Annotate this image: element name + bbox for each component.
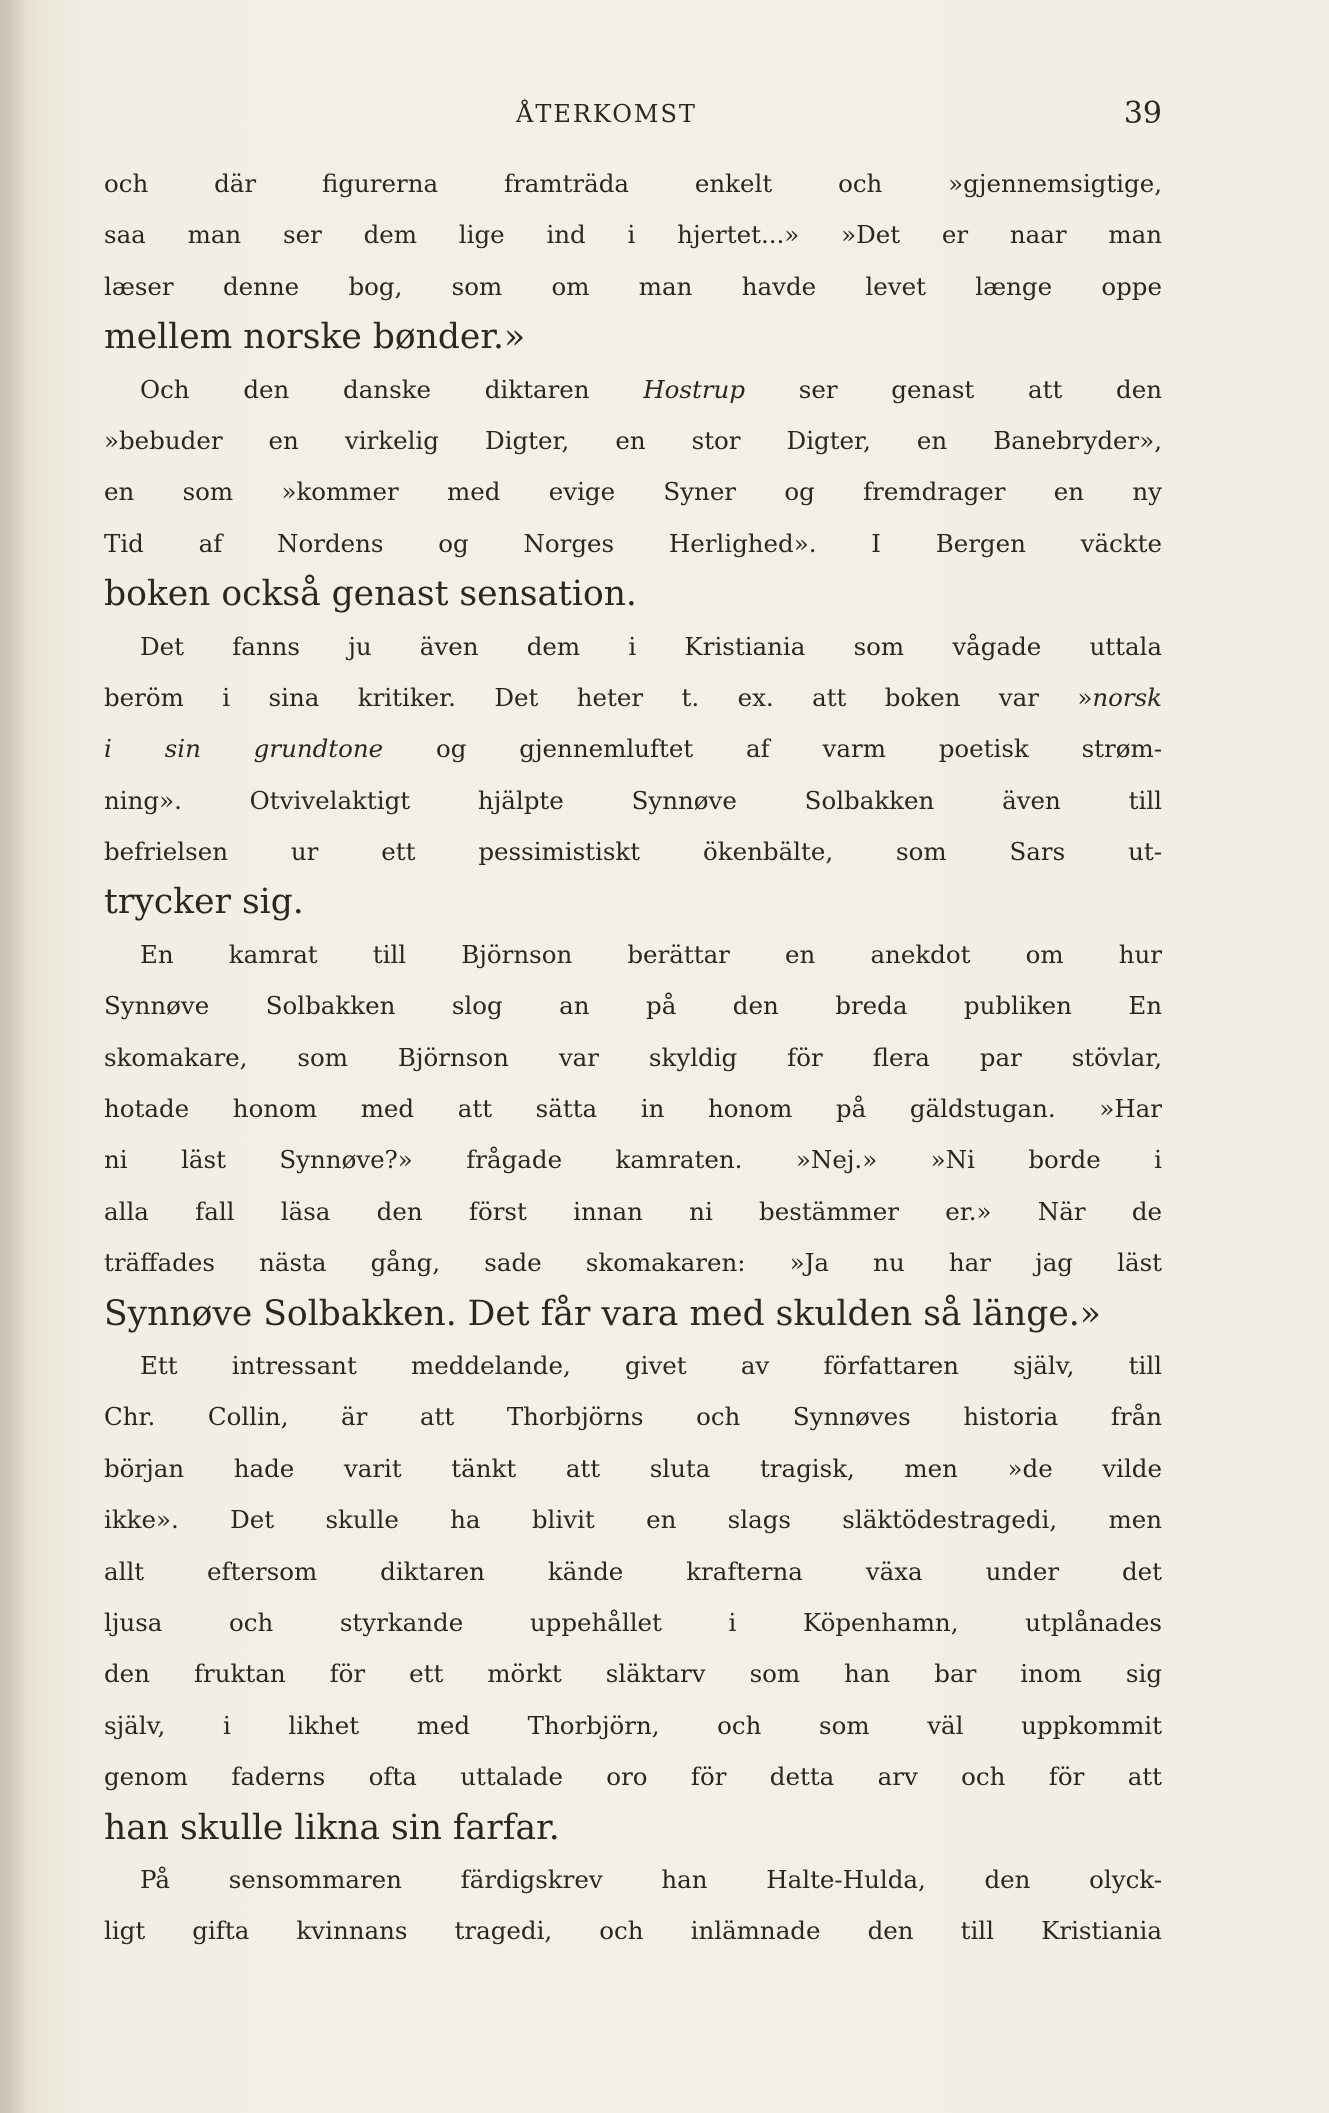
text-line	[104, 569, 1162, 620]
text-line	[104, 980, 1162, 1031]
text-run: alla fall läsa den först innan ni bestämmer er.» När de	[104, 1196, 1162, 1226]
text-run: ni läst Synnøve?» frågade kamraten. »Nej.» »Ni borde i	[104, 1145, 1162, 1175]
text-line	[104, 1854, 1162, 1905]
text-line	[104, 1494, 1162, 1545]
text-run: genom faderns ofta uttalade oro för detta arv och för att	[104, 1762, 1162, 1792]
text-run: Ett intressant meddelande, givet av författaren själv, till	[140, 1350, 1162, 1380]
text-line	[104, 1597, 1162, 1648]
text-run: själv, i likhet med Thorbjörn, och som väl uppkommit	[104, 1710, 1162, 1740]
running-title: ÅTERKOMST	[516, 100, 697, 128]
text-run: På sensommaren färdigskrev han Halte-Hulda, den olyck-	[140, 1864, 1162, 1894]
text-line	[104, 1340, 1162, 1391]
text-line	[104, 1289, 1162, 1340]
text-run: skomakare, som Björnson var skyldig för flera par stövlar,	[104, 1042, 1162, 1072]
text-line	[104, 466, 1162, 517]
text-line	[104, 261, 1162, 312]
text-run: träffades nästa gång, sade skomakaren: »Ja nu har jag läst	[104, 1248, 1162, 1278]
text-run: Chr. Collin, är att Thorbjörns och Synnøves historia från	[104, 1402, 1162, 1432]
text-run: beröm i sina kritiker. Det heter t. ex. att boken var »	[104, 682, 1093, 712]
text-run: Tid af Nordens og Norges Herlighed». I Bergen väckte	[104, 528, 1162, 558]
text-line	[104, 621, 1162, 672]
text-line	[104, 1443, 1162, 1494]
text-line	[104, 364, 1162, 415]
text-line	[104, 1751, 1162, 1802]
text-run: ljusa och styrkande uppehållet i Köpenhamn, utplånades	[104, 1607, 1162, 1637]
text-line	[104, 518, 1162, 569]
text-line	[104, 209, 1162, 260]
text-line	[104, 1546, 1162, 1597]
text-line	[104, 877, 1162, 928]
text-run: »bebuder en virkelig Digter, en stor Digter, en Banebryder»,	[104, 425, 1162, 455]
text-run: början hade varit tänkt att sluta tragisk, men »de vilde	[104, 1453, 1162, 1483]
text-run: En kamrat till Björnson berättar en anekdot om hur	[140, 939, 1162, 969]
text-run: trycker sig.	[104, 882, 304, 923]
text-line	[104, 1237, 1162, 1288]
text-line	[104, 312, 1162, 363]
text-line	[104, 1186, 1162, 1237]
text-line	[104, 723, 1162, 774]
text-run: læser denne bog, som om man havde levet længe oppe	[104, 271, 1162, 301]
text-run: Det fanns ju även dem i Kristiania som vågade uttala	[140, 631, 1162, 661]
text-line	[104, 1032, 1162, 1083]
text-run: och där figurerna framträda enkelt och »gjennemsigtige,	[104, 169, 1162, 198]
body-text	[104, 158, 1162, 1957]
text-line	[104, 775, 1162, 826]
text-run: ligt gifta kvinnans tragedi, och inlämnade den till Kristiania	[104, 1916, 1162, 1946]
text-line	[104, 1391, 1162, 1442]
page-binding-shadow	[0, 0, 28, 2113]
text-line	[104, 158, 1162, 209]
page-number: 39	[1123, 96, 1162, 131]
text-line	[104, 672, 1162, 723]
italic-text: i sin grundtone	[104, 734, 384, 764]
text-run: Och den danske diktaren	[140, 374, 644, 404]
text-line	[104, 415, 1162, 466]
text-line	[104, 1803, 1162, 1854]
text-run: allt eftersom diktaren kände krafterna växa under det	[104, 1556, 1162, 1586]
text-line	[104, 826, 1162, 877]
text-run: Synnøve Solbakken slog an på den breda publiken En	[104, 991, 1162, 1021]
text-run: ikke». Det skulle ha blivit en slags släktödestragedi, men	[104, 1505, 1162, 1535]
text-line	[104, 929, 1162, 980]
text-run: boken också genast sensation.	[104, 574, 637, 615]
text-line	[104, 1134, 1162, 1185]
text-line	[104, 1700, 1162, 1751]
italic-text: norsk	[1092, 682, 1162, 712]
text-run: en som »kommer med evige Syner og fremdrager en ny	[104, 477, 1162, 507]
text-line	[104, 1905, 1162, 1956]
text-run: og gjennemluftet af varm poetisk strøm-	[383, 734, 1162, 764]
text-line	[104, 1083, 1162, 1134]
text-run: den fruktan för ett mörkt släktarv som han bar inom sig	[104, 1659, 1162, 1689]
text-run: Synnøve Solbakken. Det får vara med skulden så länge.»	[104, 1293, 1101, 1334]
text-run: mellem norske bønder.»	[104, 317, 526, 358]
text-run: hotade honom med att sätta in honom på gäldstugan. »Har	[104, 1094, 1162, 1124]
text-run: ning». Otvivelaktigt hjälpte Synnøve Solbakken även till	[104, 785, 1162, 815]
text-run: han skulle likna sin farfar.	[104, 1807, 560, 1848]
running-header	[104, 96, 1162, 132]
text-run: ser genast att den	[745, 374, 1162, 404]
text-line	[104, 1648, 1162, 1699]
text-run: befrielsen ur ett pessimistiskt ökenbälte, som Sars ut-	[104, 837, 1162, 867]
italic-text: Hostrup	[643, 374, 746, 404]
text-run: saa man ser dem lige ind i hjertet...» »Det er naar man	[104, 220, 1162, 250]
